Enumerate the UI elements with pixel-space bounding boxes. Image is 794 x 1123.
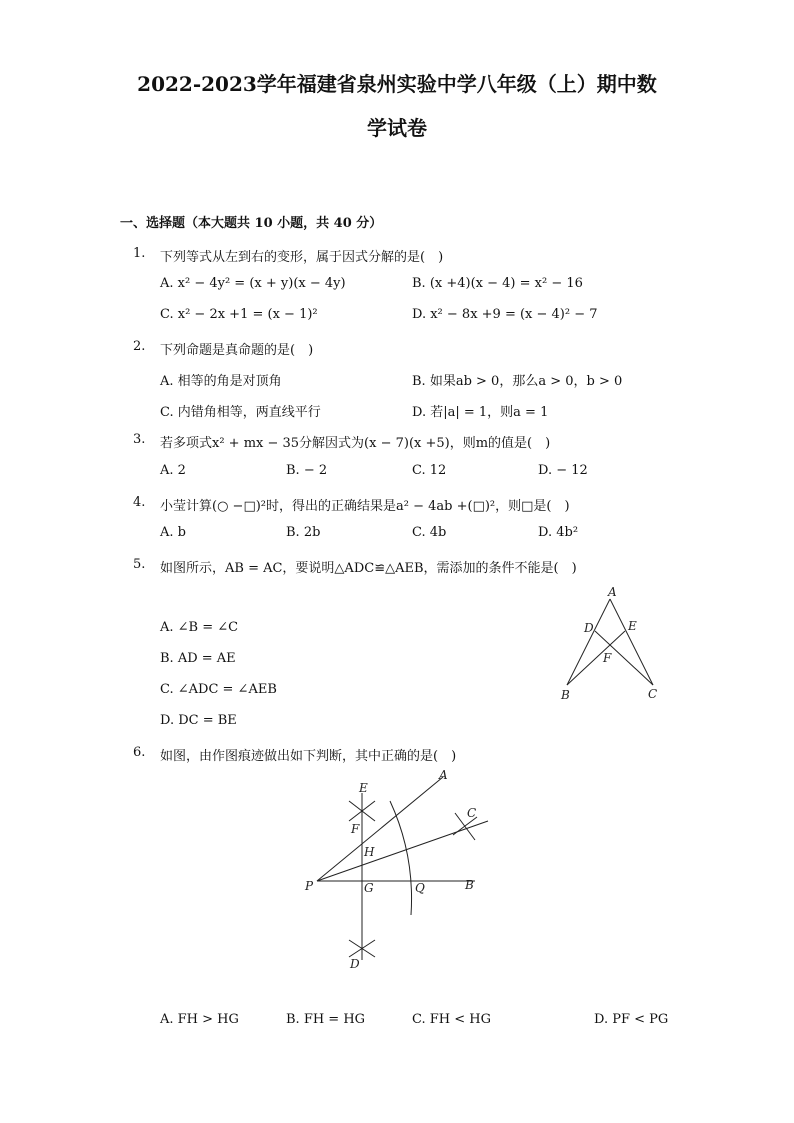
question-3-option-d: D. − 12 <box>538 463 588 478</box>
label-a: A <box>439 768 448 782</box>
question-1-stem: 下列等式从左到右的变形，属于因式分解的是( ) <box>160 250 444 265</box>
question-3-option-c: C. 12 <box>412 463 447 478</box>
question-1-option-c: C. x² − 2x +1 = (x − 1)² <box>160 307 318 322</box>
question-4-option-c: C. 4b <box>412 525 447 540</box>
label-p: P <box>305 879 314 893</box>
question-2-option-a: A. 相等的角是对顶角 <box>160 374 282 389</box>
ray-pc <box>317 821 488 881</box>
label-h: H <box>364 845 375 859</box>
question-5-option-d: D. DC = BE <box>160 713 237 728</box>
question-6-option-d: D. PF < PG <box>594 1012 669 1027</box>
question-2-stem: 下列命题是真命题的是( ) <box>160 343 314 358</box>
question-2-option-b: B. 如果ab > 0，那么a > 0，b > 0 <box>412 374 623 389</box>
question-1-option-a: A. x² − 4y² = (x + y)(x − 4y) <box>160 276 346 291</box>
question-4-stem: 小莹计算(○ −□)²时，得出的正确结果是a² − 4ab +(□)²，则□是( ) <box>160 499 570 514</box>
label-c: C <box>467 806 477 820</box>
question-6-option-c: C. FH < HG <box>412 1012 491 1027</box>
question-4-option-a: A. b <box>160 525 186 540</box>
question-6-number: 6. <box>133 745 146 760</box>
question-6-option-b: B. FH = HG <box>286 1012 366 1027</box>
question-5-number: 5. <box>133 557 146 572</box>
question-6-stem: 如图，由作图痕迹做出如下判断，其中正确的是( ) <box>160 749 457 764</box>
label-c: C <box>648 687 658 701</box>
question-1-number: 1. <box>133 246 146 261</box>
segment-ab <box>567 599 610 685</box>
question-3-option-b: B. − 2 <box>286 463 328 478</box>
question-3-option-a: A. 2 <box>160 463 186 478</box>
question-2-number: 2. <box>133 339 146 354</box>
label-a: A <box>608 585 617 599</box>
label-e: E <box>628 619 637 633</box>
label-d: D <box>350 957 360 971</box>
question-2-option-c: C. 内错角相等，两直线平行 <box>160 405 321 420</box>
question-2-option-d: D. 若|a| = 1，则a = 1 <box>412 405 549 420</box>
question-5-option-c: C. ∠ADC = ∠AEB <box>160 682 277 697</box>
question-5-triangle-figure <box>555 585 670 705</box>
question-5-option-a: A. ∠B = ∠C <box>160 620 239 635</box>
question-4-option-b: B. 2b <box>286 525 321 540</box>
ray-pa <box>317 777 443 881</box>
segment-ac <box>610 599 653 685</box>
question-4-option-d: D. 4b² <box>538 525 579 540</box>
label-b: B <box>465 878 474 892</box>
question-6-construction-figure <box>295 765 500 975</box>
question-1-option-b: B. (x +4)(x − 4) = x² − 16 <box>412 276 583 291</box>
label-d: D <box>584 621 594 635</box>
question-3-number: 3. <box>133 432 146 447</box>
section-heading: 一、选择题（本大题共 10 小题，共 40 分） <box>120 216 383 231</box>
label-f: F <box>603 651 612 665</box>
label-g: G <box>364 881 374 895</box>
exam-title-line1: 2022-2023学年福建省泉州实验中学八年级（上）期中数 <box>137 72 657 96</box>
label-f: F <box>351 822 360 836</box>
label-q: Q <box>415 881 425 895</box>
question-1-option-d: D. x² − 8x +9 = (x − 4)² − 7 <box>412 307 598 322</box>
question-5-option-b: B. AD = AE <box>160 651 236 666</box>
question-6-option-a: A. FH > HG <box>160 1012 239 1027</box>
segment-be <box>567 631 625 685</box>
label-e: E <box>359 781 368 795</box>
question-4-number: 4. <box>133 495 146 510</box>
question-3-stem: 若多项式x² + mx − 35分解因式为(x − 7)(x +5)，则m的值是( ) <box>160 436 551 451</box>
label-b: B <box>561 688 570 702</box>
question-5-stem: 如图所示，AB = AC，要说明△ADC≌△AEB，需添加的条件不能是( ) <box>160 561 577 576</box>
exam-title-line2: 学试卷 <box>367 116 427 140</box>
